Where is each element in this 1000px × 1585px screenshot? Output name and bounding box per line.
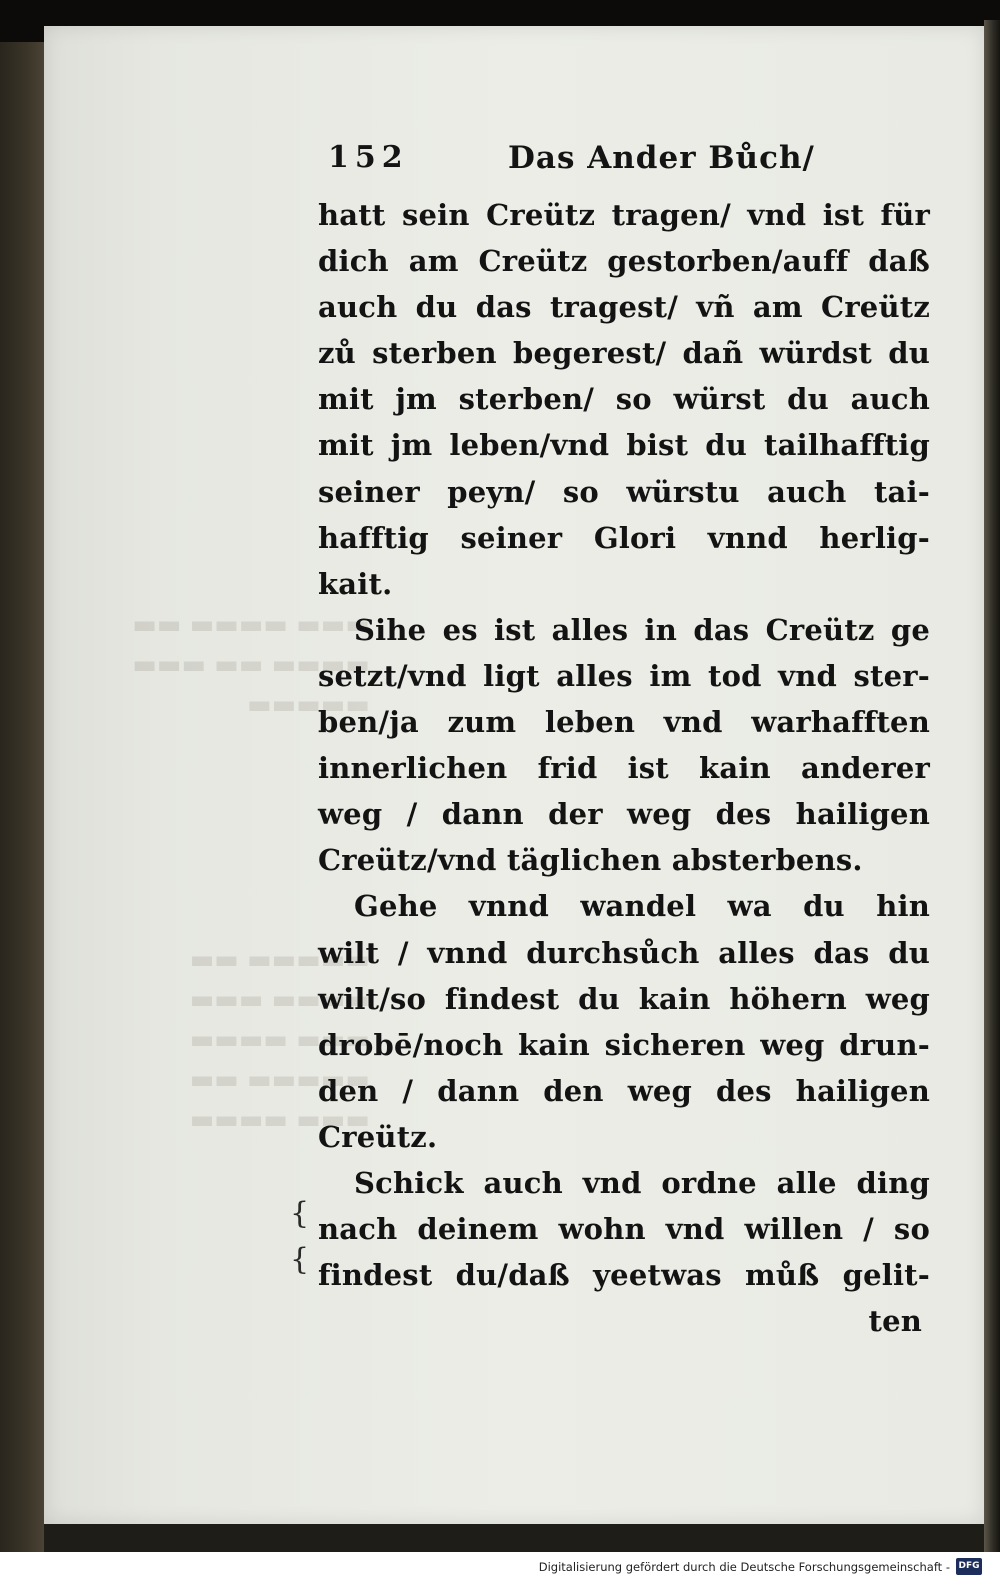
text-line: wilt / vnnd durchsůch alles das du	[318, 935, 930, 970]
catchword: ten	[868, 1304, 922, 1339]
text-line: Creütz.	[318, 1119, 438, 1154]
text-line: mit jm sterben/ so würst du auch	[318, 382, 930, 417]
text-line: innerlichen frid ist kain anderer	[318, 751, 930, 786]
text-line: Creütz/vnd täglichen absterbens.	[318, 843, 863, 878]
text-line: hafftig seiner Glori vnnd herlig-	[318, 520, 930, 555]
footer-bar	[0, 1552, 1000, 1585]
text-line: weg / dann der weg des hailigen	[318, 797, 930, 832]
body-text	[318, 192, 930, 1344]
text-line: hatt sein Creütz tragen/ vnd ist für	[318, 198, 930, 232]
text-line: zů sterben begerest/ dañ würdst du	[318, 336, 930, 371]
text-line: findest du/daß yeetwas můß gelit-	[318, 1258, 930, 1293]
book-binding-edge	[0, 42, 44, 1552]
text-line: den / dann den weg des hailigen	[318, 1073, 930, 1108]
paragraph-start-line: Schick auch vnd ordne alle ding	[354, 1165, 930, 1200]
text-line: kait.	[318, 566, 393, 601]
page-header	[328, 140, 928, 190]
text-line: drobē/noch kain sicheren weg drun-	[318, 1027, 930, 1062]
margin-bracket-mark: {	[290, 1196, 310, 1231]
paragraph-start-line: Sihe es ist alles in das Creütz ge	[354, 612, 930, 647]
text-line: nach deinem wohn vnd willen / so	[318, 1212, 930, 1247]
text-line: auch du das tragest/ vñ am Creütz	[318, 290, 930, 325]
dfg-logo: DFG	[956, 1558, 982, 1575]
show-through-text: ▬▬▬▬▬ ▬▬ ▬▬▬▬ ▬▬▬ ▬▬▬ ▬▬▬▬ ▬▬▬▬▬ ▬▬ ▬▬▬ ▬▬▬▬	[189, 945, 370, 1135]
text-line: wilt/so findest du kain höhern weg	[318, 981, 930, 1016]
text-line: dich am Creütz gestorben/auff daß	[318, 244, 930, 279]
show-through-text: ▬▬▬ ▬▬▬▬ ▬▬ ▬▬▬▬ ▬▬ ▬▬▬ ▬▬▬▬▬	[132, 610, 370, 720]
text-line: seiner peyn/ so würstu auch tai-	[318, 474, 930, 509]
page-number: 152	[328, 140, 409, 175]
funding-notice: Digitalisierung gefördert durch die Deutsche Forschungsgemeinschaft -	[538, 1560, 950, 1574]
book-fore-edge	[984, 20, 1000, 1560]
running-head: Das Ander Bůch/	[508, 140, 815, 176]
text-line: setzt/vnd ligt alles im tod vnd ster-	[318, 658, 930, 693]
text-line: ben/ja zum leben vnd warhafften	[318, 705, 930, 740]
paragraph-start-line: Gehe vnnd wandel wa du hin	[354, 889, 930, 924]
margin-bracket-mark: {	[290, 1242, 310, 1277]
text-line: mit jm leben/vnd bist du tailhafftig	[318, 428, 930, 463]
